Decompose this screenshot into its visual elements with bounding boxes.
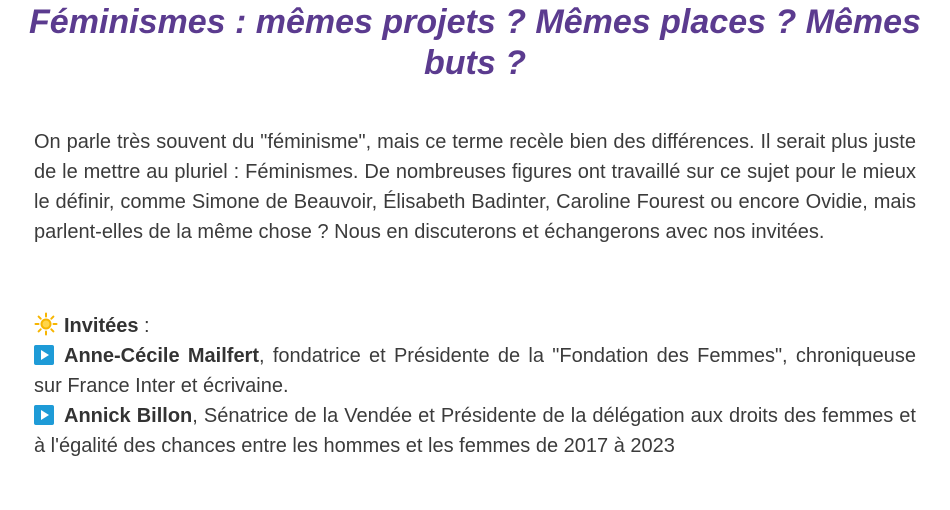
play-icon <box>34 345 54 365</box>
guest-item <box>34 401 916 461</box>
guest-description: , fondatrice et Présidente de la "Fondation des Femmes", chroniqueuse sur France Inter et écrivaine. <box>34 345 917 397</box>
guest-name: Anne-Cécile Mailfert <box>64 345 260 367</box>
play-icon <box>34 405 54 425</box>
guests-heading-label: Invitées <box>64 315 139 337</box>
guests-heading <box>34 311 916 341</box>
guests-heading-suffix: : <box>138 315 150 337</box>
guest-description: , Sénatrice de la Vendée et Présidente de la délégation aux droits des femmes et à l'égalité des chances entre les hommes et les femmes de 2017 à 2023 <box>34 405 916 457</box>
sun-icon <box>34 312 58 336</box>
guests-section <box>34 311 916 461</box>
guest-name: Annick Billon <box>64 405 193 427</box>
intro-paragraph: On parle très souvent du "féminisme", mais ce terme recèle bien des différences. Il serait plus juste de le mettre au pluriel : Féminismes. De nombreuses figures ont travaillé sur ce sujet pour le mieux le définir, comme Simone de Beauvoir, Élisabeth Badinter, Caroline Fourest ou encore Ovidie, mais parlent-elles de la même chose ? Nous en discuterons et échangerons avec nos invitées. <box>34 131 916 243</box>
page-title: Féminismes : mêmes projets ? Mêmes places ? Mêmes buts ? <box>29 3 921 82</box>
guest-item <box>34 341 916 401</box>
